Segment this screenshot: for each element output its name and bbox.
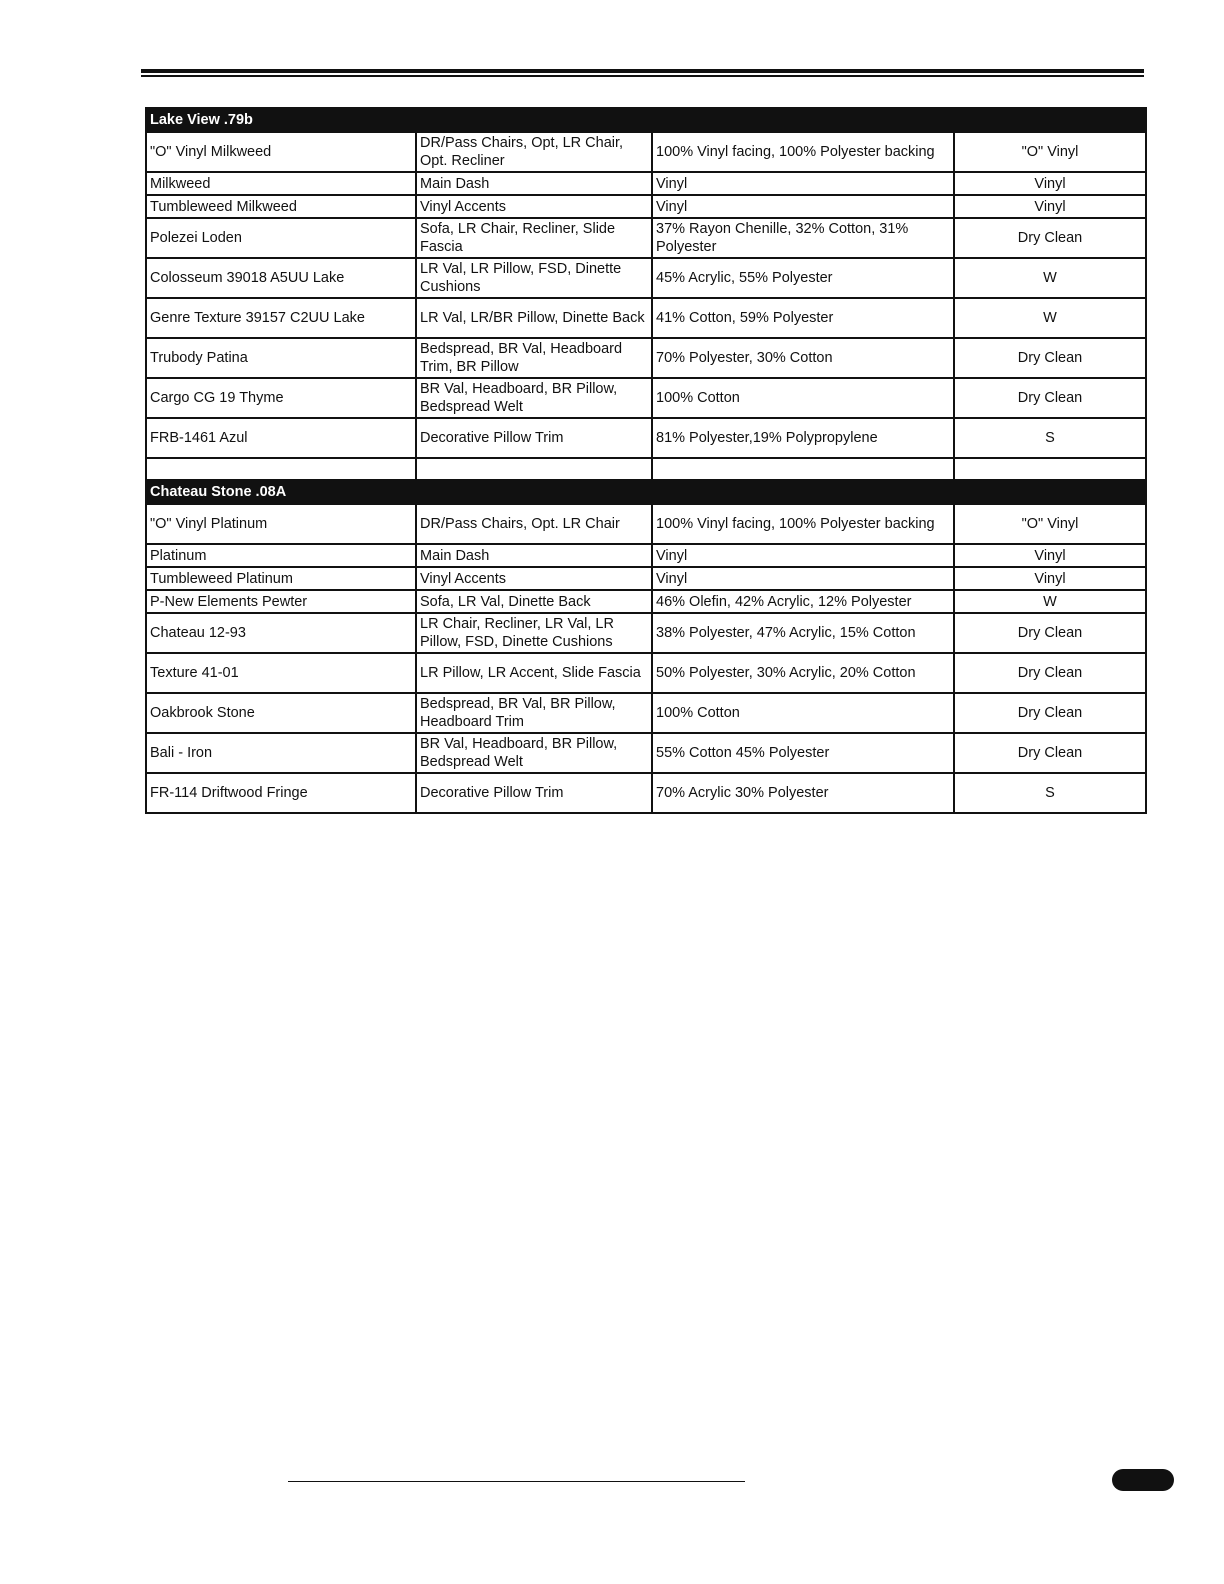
fabric-location: Bedspread, BR Val, BR Pillow, Headboard Trim [416, 693, 652, 733]
table-row [146, 613, 1146, 653]
fabric-location: Sofa, LR Chair, Recliner, Slide Fascia [416, 218, 652, 258]
header-double-rule [141, 69, 1144, 77]
fabric-location: LR Chair, Recliner, LR Val, LR Pillow, FSD, Dinette Cushions [416, 613, 652, 653]
section-title: Lake View .79b [146, 108, 1146, 132]
blank-cell [416, 458, 652, 480]
fabric-care: Dry Clean [954, 613, 1146, 653]
table-row [146, 733, 1146, 773]
fabric-care: "O" Vinyl [954, 504, 1146, 544]
table-row [146, 773, 1146, 813]
fabric-name: Colosseum 39018 A5UU Lake [146, 258, 416, 298]
fabric-content: 100% Vinyl facing, 100% Polyester backing [652, 504, 954, 544]
fabric-content: Vinyl [652, 544, 954, 567]
fabric-care: W [954, 590, 1146, 613]
fabric-care: Dry Clean [954, 653, 1146, 693]
fabric-name: "O" Vinyl Milkweed [146, 132, 416, 172]
fabric-name: FRB-1461 Azul [146, 418, 416, 458]
fabric-name: Genre Texture 39157 C2UU Lake [146, 298, 416, 338]
page-number-tab [1112, 1469, 1174, 1491]
fabric-care: Vinyl [954, 567, 1146, 590]
blank-cell [146, 458, 416, 480]
table-row [146, 590, 1146, 613]
fabric-content: 55% Cotton 45% Polyester [652, 733, 954, 773]
table-row [146, 418, 1146, 458]
table-row [146, 544, 1146, 567]
fabric-content: 100% Cotton [652, 378, 954, 418]
fabric-name: Tumbleweed Milkweed [146, 195, 416, 218]
fabric-location: Main Dash [416, 544, 652, 567]
table-row [146, 172, 1146, 195]
table-row [146, 218, 1146, 258]
fabric-location: LR Val, LR/BR Pillow, Dinette Back [416, 298, 652, 338]
fabric-location: Decorative Pillow Trim [416, 773, 652, 813]
fabric-content: Vinyl [652, 567, 954, 590]
fabric-location: Vinyl Accents [416, 195, 652, 218]
fabric-care: "O" Vinyl [954, 132, 1146, 172]
fabric-location: LR Pillow, LR Accent, Slide Fascia [416, 653, 652, 693]
fabric-name: Chateau 12-93 [146, 613, 416, 653]
fabric-care: Dry Clean [954, 693, 1146, 733]
fabric-name: Platinum [146, 544, 416, 567]
blank-cell [652, 458, 954, 480]
fabric-care: Dry Clean [954, 218, 1146, 258]
section-title: Chateau Stone .08A [146, 480, 1146, 504]
fabric-content: 38% Polyester, 47% Acrylic, 15% Cotton [652, 613, 954, 653]
fabric-name: Polezei Loden [146, 218, 416, 258]
fabric-location: Decorative Pillow Trim [416, 418, 652, 458]
table-row [146, 195, 1146, 218]
fabric-content: 50% Polyester, 30% Acrylic, 20% Cotton [652, 653, 954, 693]
fabric-name: Oakbrook Stone [146, 693, 416, 733]
fabric-content: 45% Acrylic, 55% Polyester [652, 258, 954, 298]
table-row [146, 504, 1146, 544]
fabric-content: 70% Acrylic 30% Polyester [652, 773, 954, 813]
fabric-location: Bedspread, BR Val, Headboard Trim, BR Pillow [416, 338, 652, 378]
table-row [146, 258, 1146, 298]
fabric-location: DR/Pass Chairs, Opt. LR Chair [416, 504, 652, 544]
table-row [146, 338, 1146, 378]
fabric-location: Sofa, LR Val, Dinette Back [416, 590, 652, 613]
blank-cell [954, 458, 1146, 480]
section-header-chateau-stone [146, 480, 1146, 504]
fabric-content: 41% Cotton, 59% Polyester [652, 298, 954, 338]
fabric-table [145, 107, 1147, 814]
fabric-content: 70% Polyester, 30% Cotton [652, 338, 954, 378]
fabric-name: Milkweed [146, 172, 416, 195]
fabric-care: S [954, 773, 1146, 813]
fabric-location: Main Dash [416, 172, 652, 195]
fabric-name: Trubody Patina [146, 338, 416, 378]
fabric-name: Cargo CG 19 Thyme [146, 378, 416, 418]
fabric-care: Dry Clean [954, 378, 1146, 418]
fabric-name: "O" Vinyl Platinum [146, 504, 416, 544]
table-row [146, 693, 1146, 733]
fabric-content: Vinyl [652, 195, 954, 218]
fabric-care: Vinyl [954, 195, 1146, 218]
fabric-care: W [954, 258, 1146, 298]
fabric-care: Vinyl [954, 544, 1146, 567]
fabric-name: Tumbleweed Platinum [146, 567, 416, 590]
fabric-location: Vinyl Accents [416, 567, 652, 590]
fabric-location: BR Val, Headboard, BR Pillow, Bedspread Welt [416, 733, 652, 773]
header-rule-thick [141, 69, 1144, 73]
section-header-lake-view [146, 108, 1146, 132]
fabric-content: 100% Cotton [652, 693, 954, 733]
fabric-content: Vinyl [652, 172, 954, 195]
fabric-care: S [954, 418, 1146, 458]
fabric-content: 37% Rayon Chenille, 32% Cotton, 31% Polyester [652, 218, 954, 258]
fabric-location: BR Val, Headboard, BR Pillow, Bedspread Welt [416, 378, 652, 418]
table-row [146, 378, 1146, 418]
fabric-content: 46% Olefin, 42% Acrylic, 12% Polyester [652, 590, 954, 613]
fabric-name: Bali - Iron [146, 733, 416, 773]
blank-row [146, 458, 1146, 480]
table-row [146, 653, 1146, 693]
table-row [146, 298, 1146, 338]
fabric-content: 100% Vinyl facing, 100% Polyester backing [652, 132, 954, 172]
footer-rule [288, 1481, 745, 1482]
fabric-name: Texture 41-01 [146, 653, 416, 693]
fabric-location: LR Val, LR Pillow, FSD, Dinette Cushions [416, 258, 652, 298]
fabric-name: FR-114 Driftwood Fringe [146, 773, 416, 813]
table-row [146, 132, 1146, 172]
fabric-location: DR/Pass Chairs, Opt, LR Chair, Opt. Recliner [416, 132, 652, 172]
fabric-content: 81% Polyester,19% Polypropylene [652, 418, 954, 458]
header-rule-thin [141, 75, 1144, 77]
fabric-care: Dry Clean [954, 338, 1146, 378]
fabric-care: Vinyl [954, 172, 1146, 195]
fabric-care: W [954, 298, 1146, 338]
fabric-care: Dry Clean [954, 733, 1146, 773]
table-row [146, 567, 1146, 590]
fabric-name: P-New Elements Pewter [146, 590, 416, 613]
